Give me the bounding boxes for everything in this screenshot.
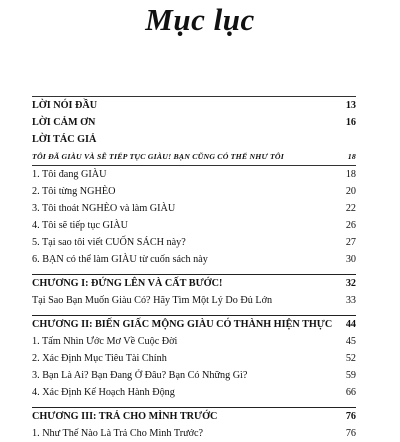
- toc-entry-text: LỜI TÁC GIẢ: [32, 134, 97, 145]
- toc-entry-text: 5. Tại sao tôi viết CUỐN SÁCH này?: [32, 237, 186, 248]
- toc-entry: [32, 292, 356, 309]
- toc-chapter: [32, 407, 356, 425]
- toc-entry-text: 2. Tôi từng NGHÈO: [32, 186, 116, 197]
- toc-entry: [32, 333, 356, 350]
- toc-entry: [32, 183, 356, 200]
- toc-entry: [32, 148, 356, 165]
- toc-entry-text: CHƯƠNG III: TRẢ CHO MÌNH TRƯỚC: [32, 411, 218, 422]
- toc-entry-page: 76: [345, 428, 356, 439]
- toc-entry-text: 3. Tôi thoát NGHÈO và làm GIÀU: [32, 203, 176, 214]
- toc-entry-page: 44: [345, 319, 356, 330]
- toc-entry-page: 59: [345, 370, 356, 381]
- toc-entry: [32, 350, 356, 367]
- toc-entry-text: TÔI ĐÃ GIÀU VÀ SẼ TIẾP TỤC GIÀU! BẠN CŨNG CÓ THỂ NHƯ TÔI: [32, 152, 284, 161]
- toc-entry-text: 4. Xác Định Kế Hoạch Hành Động: [32, 387, 175, 398]
- toc-entry: [32, 384, 356, 401]
- toc-entry-page: 26: [345, 220, 356, 231]
- toc-entry: [32, 165, 356, 183]
- toc-entry-page: 13: [345, 100, 356, 111]
- toc-entry: [32, 114, 356, 131]
- toc-entry-page: 45: [345, 336, 356, 347]
- toc-entry-text: 1. Tấm Nhìn Ước Mơ Về Cuộc Đời: [32, 336, 178, 347]
- toc-entry-page: 66: [345, 387, 356, 398]
- toc-entry-text: LỜI CẢM ƠN: [32, 117, 96, 128]
- toc-entry: [32, 96, 356, 114]
- toc-entry-text: Tại Sao Bạn Muốn Giàu Có? Hãy Tìm Một Lý Do Đủ Lớn: [32, 295, 273, 306]
- toc-entry: [32, 200, 356, 217]
- toc-entry-text: 1. Như Thế Nào Là Trả Cho Mình Trước?: [32, 428, 204, 439]
- toc-entry-text: 3. Bạn Là Ai? Bạn Đang Ở Đâu? Bạn Có Những Gì?: [32, 370, 248, 381]
- toc-entry: [32, 425, 356, 442]
- page-title: Mục lục: [145, 2, 255, 37]
- toc-entry-text: 1. Tôi đang GIÀU: [32, 169, 107, 180]
- toc-entry-text: 6. BẠN có thể làm GIÀU từ cuốn sách này: [32, 254, 208, 265]
- toc-entry-page: 22: [345, 203, 356, 214]
- toc-entry-page: 32: [345, 278, 356, 289]
- toc-entry-text: CHƯƠNG II: BIẾN GIẤC MỘNG GIÀU CÓ THÀNH HIỆN THỰC: [32, 319, 333, 330]
- toc-entry-page: 30: [345, 254, 356, 265]
- toc-entry: [32, 251, 356, 268]
- table-of-contents: [32, 96, 356, 442]
- toc-entry-text: 2. Xác Định Mục Tiêu Tài Chính: [32, 353, 167, 364]
- toc-entry-text: CHƯƠNG I: ĐỨNG LÊN VÀ CẤT BƯỚC!: [32, 278, 223, 289]
- toc-entry-page: 16: [345, 117, 356, 128]
- toc-entry-page: 52: [345, 353, 356, 364]
- toc-entry-page: 18: [347, 152, 356, 161]
- toc-entry: [32, 367, 356, 384]
- toc-entry-page: 27: [345, 237, 356, 248]
- toc-entry-page: 33: [345, 295, 356, 306]
- toc-chapter: [32, 315, 356, 333]
- toc-entry-text: LỜI NÓI ĐẦU: [32, 100, 98, 111]
- toc-entry-page: 20: [345, 186, 356, 197]
- toc-entry: [32, 217, 356, 234]
- toc-entry-page: 76: [345, 411, 356, 422]
- toc-entry: [32, 234, 356, 251]
- toc-entry: [32, 131, 356, 148]
- toc-entry-page: 18: [345, 169, 356, 180]
- toc-chapter: [32, 274, 356, 292]
- toc-entry-text: 4. Tôi sẽ tiếp tục GIÀU: [32, 220, 129, 231]
